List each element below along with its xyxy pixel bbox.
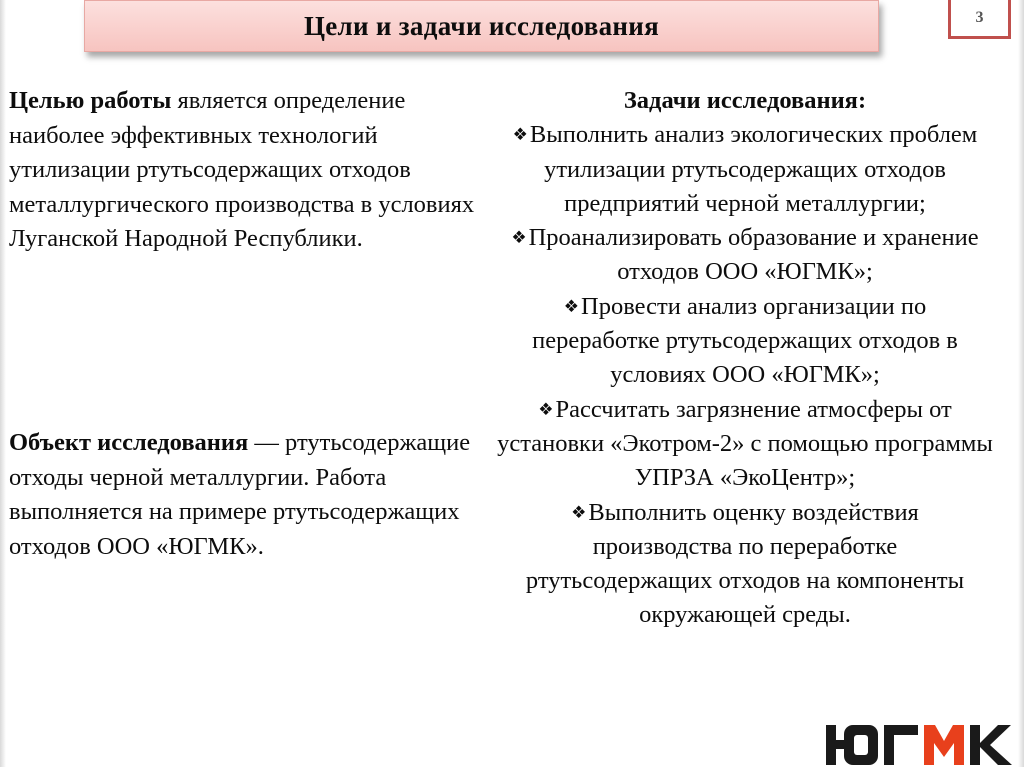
goal-label: Целью работы bbox=[9, 87, 172, 114]
title-banner bbox=[84, 0, 879, 52]
object-text: — ртутьсодержащие отходы черной металлургии. Работа выполняется на примере ртутьсодержащих отходов ООО «ЮГМК». bbox=[9, 429, 471, 560]
task-text: Выполнить анализ экологических проблем утилизации ртутьсодержащих отходов предприятий черной металлургии; bbox=[529, 121, 978, 217]
object-paragraph bbox=[9, 426, 494, 564]
goal-text: является определение наиболее эффективных технологий утилизации ртутьсодержащих отходов металлургического производства в условиях Луганской Народной Республики. bbox=[9, 87, 475, 252]
page-number: 3 bbox=[948, 0, 1011, 39]
task-item bbox=[446, 118, 1024, 221]
task-item bbox=[446, 290, 1024, 393]
diamond-bullet-icon: ❖ bbox=[563, 296, 580, 316]
diamond-bullet-icon: ❖ bbox=[571, 502, 587, 522]
goal-paragraph bbox=[9, 84, 494, 257]
task-text: Рассчитать загрязнение атмосферы от установки «Экотром-2» с помощью программы УПРЗА «ЭкоЦентр»; bbox=[497, 395, 993, 492]
ugmk-logo bbox=[826, 719, 1016, 767]
object-label: Объект исследования bbox=[9, 429, 249, 456]
task-item bbox=[446, 221, 1024, 290]
task-item bbox=[446, 393, 1024, 496]
diamond-bullet-icon: ❖ bbox=[512, 125, 528, 145]
tasks-block bbox=[446, 84, 1024, 633]
diamond-bullet-icon: ❖ bbox=[511, 228, 527, 248]
tasks-heading: Задачи исследования: bbox=[623, 87, 867, 114]
task-text: Проанализировать образование и хранение отходов ООО «ЮГМК»; bbox=[528, 224, 979, 286]
task-item bbox=[446, 496, 1024, 633]
task-text: Выполнить оценку воздействия производства по переработке ртутьсодержащих отходов на компоненты окружающей среды. bbox=[525, 498, 965, 629]
left-edge-shadow bbox=[0, 0, 6, 767]
diamond-bullet-icon: ❖ bbox=[538, 399, 554, 419]
slide-title: Цели и задачи исследования bbox=[303, 10, 660, 41]
task-text: Провести анализ организации по переработке ртутьсодержащих отходов в условиях ООО «ЮГМК»; bbox=[532, 292, 958, 389]
